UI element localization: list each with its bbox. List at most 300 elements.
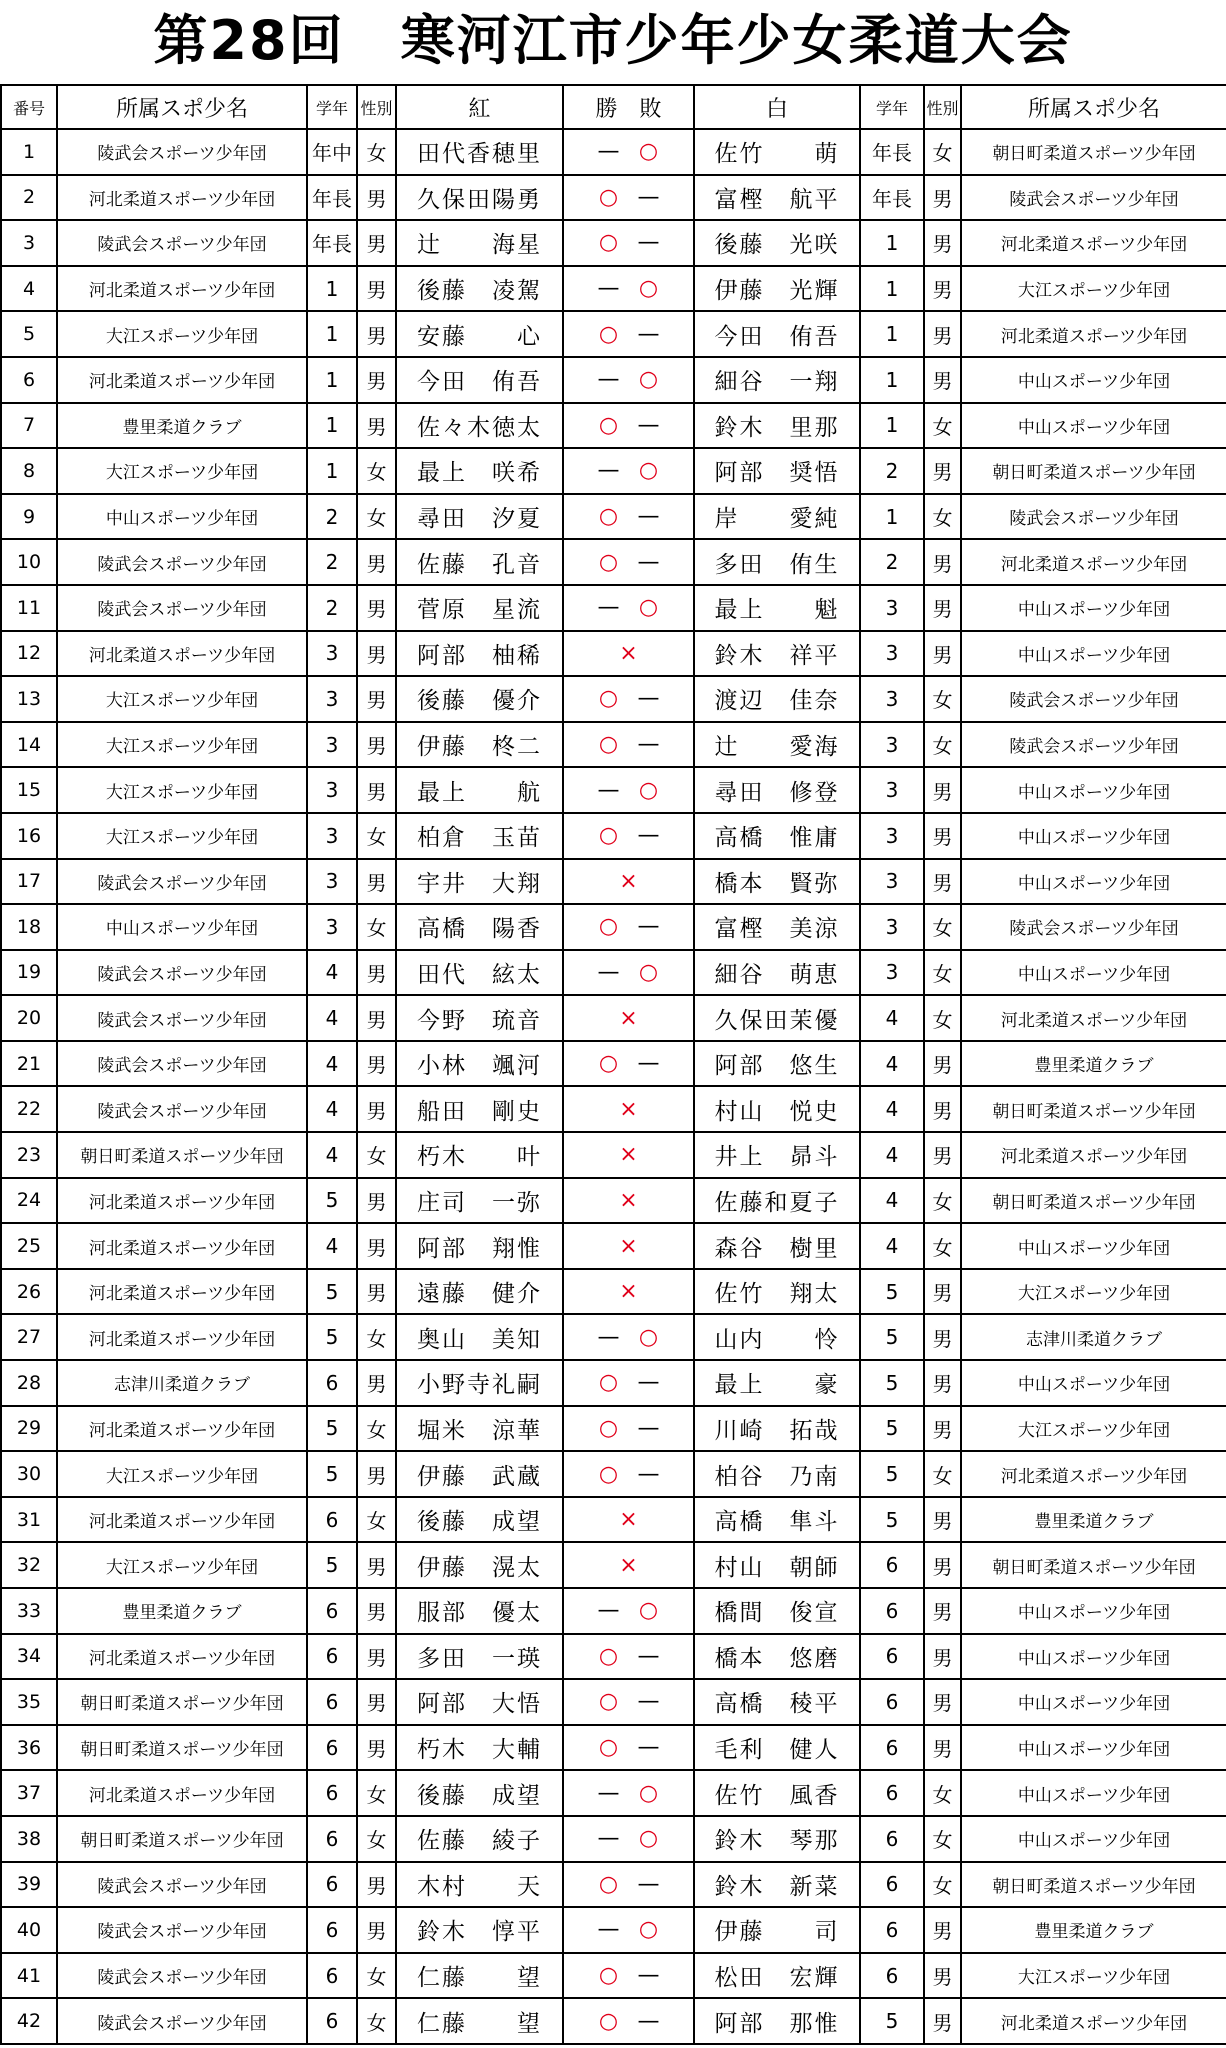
table-row (1, 1314, 1226, 1360)
grade-red: 1 (307, 357, 357, 403)
competitor-white: 佐竹 風香 (694, 1770, 860, 1816)
competitor-red: 遠藤 健介 (396, 1269, 563, 1315)
result-cell (563, 1406, 694, 1452)
competitor-white: 今田 侑吾 (694, 311, 860, 357)
sex-white: 男 (924, 448, 961, 494)
result-marks (564, 1553, 693, 1578)
table-row (1, 1634, 1226, 1680)
match-number: 33 (1, 1588, 57, 1634)
result-marks (564, 686, 693, 711)
competitor-white: 伊藤 司 (694, 1907, 860, 1953)
club-red: 大江スポーツ少年団 (57, 448, 307, 494)
grade-red: 3 (307, 767, 357, 813)
loss-mark-red: — (597, 1598, 620, 1624)
win-mark-white: ○ (638, 1826, 659, 1852)
club-red: 河北柔道スポーツ少年団 (57, 1634, 307, 1680)
competitor-white: 森谷 樹里 (694, 1223, 860, 1269)
grade-white: 3 (860, 767, 924, 813)
grade-red: 3 (307, 676, 357, 722)
table-row (1, 585, 1226, 631)
sex-white: 男 (924, 1679, 961, 1725)
competitor-red: 木村 天 (396, 1862, 563, 1908)
sex-red: 男 (357, 1862, 396, 1908)
club-red: 陵武会スポーツ少年団 (57, 129, 307, 175)
competitor-white: 細谷 萌恵 (694, 950, 860, 996)
grade-red: 1 (307, 448, 357, 494)
header-number: 番号 (1, 85, 57, 129)
result-marks (564, 1370, 693, 1395)
sex-red: 男 (357, 1086, 396, 1132)
club-white: 中山スポーツ少年団 (961, 631, 1226, 677)
club-red: 陵武会スポーツ少年団 (57, 1041, 307, 1087)
table-row (1, 1542, 1226, 1588)
win-mark-red: ○ (598, 1735, 619, 1761)
table-row (1, 1725, 1226, 1771)
sex-white: 男 (924, 357, 961, 403)
competitor-white: 多田 侑生 (694, 539, 860, 585)
result-cell (563, 722, 694, 768)
sex-white: 男 (924, 1360, 961, 1406)
loss-mark-white: — (637, 412, 660, 438)
result-marks (564, 1598, 693, 1623)
club-white: 中山スポーツ少年団 (961, 1816, 1226, 1862)
club-white: 大江スポーツ少年団 (961, 266, 1226, 312)
result-cell (563, 357, 694, 403)
draw-mark: × (619, 640, 638, 666)
grade-red: 4 (307, 1041, 357, 1087)
club-white: 河北柔道スポーツ少年団 (961, 311, 1226, 357)
win-mark-red: ○ (598, 1643, 619, 1669)
competitor-white: 辻 愛海 (694, 722, 860, 768)
competitor-red: 伊藤 武蔵 (396, 1451, 563, 1497)
win-mark-white: ○ (638, 1324, 659, 1350)
sex-red: 女 (357, 494, 396, 540)
table-row (1, 950, 1226, 996)
competitor-white: 高橋 稜平 (694, 1679, 860, 1725)
club-white: 大江スポーツ少年団 (961, 1953, 1226, 1999)
grade-red: 6 (307, 1634, 357, 1680)
club-white: 中山スポーツ少年団 (961, 1223, 1226, 1269)
grade-red: 3 (307, 904, 357, 950)
competitor-red: 柏倉 玉苗 (396, 813, 563, 859)
competitor-white: 村山 朝師 (694, 1542, 860, 1588)
competitor-white: 佐竹 萌 (694, 129, 860, 175)
club-white: 朝日町柔道スポーツ少年団 (961, 129, 1226, 175)
grade-white: 1 (860, 403, 924, 449)
result-cell (563, 266, 694, 312)
sex-white: 男 (924, 175, 961, 221)
club-red: 陵武会スポーツ少年団 (57, 585, 307, 631)
competitor-red: 後藤 成望 (396, 1497, 563, 1543)
result-marks (564, 823, 693, 848)
loss-mark-red: — (597, 276, 620, 302)
header-row (1, 85, 1226, 129)
result-marks (564, 1279, 693, 1304)
result-cell (563, 904, 694, 950)
club-white: 中山スポーツ少年団 (961, 1725, 1226, 1771)
table-row (1, 1041, 1226, 1087)
grade-red: 6 (307, 1770, 357, 1816)
result-cell (563, 494, 694, 540)
result-cell (563, 1862, 694, 1908)
loss-mark-white: — (637, 1370, 660, 1396)
header-white: 白 (694, 85, 860, 129)
result-marks (564, 1462, 693, 1487)
result-cell (563, 1451, 694, 1497)
sex-red: 男 (357, 585, 396, 631)
grade-red: 4 (307, 1132, 357, 1178)
result-cell (563, 859, 694, 905)
result-cell (563, 1725, 694, 1771)
competitor-white: 鈴木 祥平 (694, 631, 860, 677)
table-row (1, 676, 1226, 722)
grade-red: 3 (307, 722, 357, 768)
result-cell (563, 1907, 694, 1953)
table-row (1, 1497, 1226, 1543)
sex-red: 女 (357, 448, 396, 494)
sex-white: 男 (924, 266, 961, 312)
result-marks (564, 413, 693, 438)
competitor-white: 佐藤和夏子 (694, 1178, 860, 1224)
club-white: 河北柔道スポーツ少年団 (961, 1132, 1226, 1178)
result-cell (563, 1542, 694, 1588)
grade-red: 2 (307, 585, 357, 631)
result-cell (563, 676, 694, 722)
grade-white: 3 (860, 904, 924, 950)
grade-white: 5 (860, 1497, 924, 1543)
club-red: 陵武会スポーツ少年団 (57, 1998, 307, 2044)
competitor-white: 高橋 隼斗 (694, 1497, 860, 1543)
result-cell (563, 1223, 694, 1269)
header-club-red: 所属スポ少名 (57, 85, 307, 129)
club-white: 河北柔道スポーツ少年団 (961, 1998, 1226, 2044)
grade-red: 3 (307, 813, 357, 859)
sex-white: 女 (924, 950, 961, 996)
sex-red: 女 (357, 1406, 396, 1452)
result-cell (563, 129, 694, 175)
competitor-red: 今野 琉音 (396, 995, 563, 1041)
club-white: 豊里柔道クラブ (961, 1497, 1226, 1543)
result-marks (564, 2009, 693, 2034)
loss-mark-red: — (597, 1826, 620, 1852)
match-number: 24 (1, 1178, 57, 1224)
page-title: 第28回 寒河江市少年少女柔道大会 (153, 9, 1073, 72)
sex-red: 男 (357, 1634, 396, 1680)
loss-mark-white: — (637, 321, 660, 347)
table-row (1, 403, 1226, 449)
grade-red: 1 (307, 311, 357, 357)
sex-red: 男 (357, 1588, 396, 1634)
sex-white: 女 (924, 1770, 961, 1816)
competitor-white: 富樫 航平 (694, 175, 860, 221)
competitor-red: 船田 剛史 (396, 1086, 563, 1132)
competitor-red: 小野寺礼嗣 (396, 1360, 563, 1406)
club-red: 陵武会スポーツ少年団 (57, 1086, 307, 1132)
competitor-white: 橋本 賢弥 (694, 859, 860, 905)
draw-mark: × (619, 1552, 638, 1578)
result-cell (563, 1953, 694, 1999)
result-cell (563, 1770, 694, 1816)
competitor-red: 服部 優太 (396, 1588, 563, 1634)
grade-red: 3 (307, 859, 357, 905)
loss-mark-white: — (637, 686, 660, 712)
competitor-red: 仁藤 望 (396, 1998, 563, 2044)
sex-red: 男 (357, 1269, 396, 1315)
sex-white: 男 (924, 767, 961, 813)
loss-mark-white: — (637, 1689, 660, 1715)
draw-mark: × (619, 1187, 638, 1213)
sex-red: 女 (357, 1770, 396, 1816)
sex-red: 男 (357, 1542, 396, 1588)
draw-mark: × (619, 1233, 638, 1259)
club-white: 河北柔道スポーツ少年団 (961, 539, 1226, 585)
win-mark-red: ○ (598, 686, 619, 712)
sex-red: 女 (357, 1132, 396, 1178)
loss-mark-red: — (597, 777, 620, 803)
draw-mark: × (619, 1279, 638, 1305)
table-row (1, 220, 1226, 266)
match-number: 35 (1, 1679, 57, 1725)
competitor-white: 伊藤 光輝 (694, 266, 860, 312)
grade-red: 4 (307, 995, 357, 1041)
table-row (1, 1132, 1226, 1178)
competitor-white: 渡辺 佳奈 (694, 676, 860, 722)
result-marks (564, 1644, 693, 1669)
match-number: 17 (1, 859, 57, 905)
header-sex-white: 性別 (924, 85, 961, 129)
sex-red: 女 (357, 813, 396, 859)
club-white: 朝日町柔道スポーツ少年団 (961, 1178, 1226, 1224)
table-row (1, 448, 1226, 494)
result-marks (564, 230, 693, 255)
club-red: 大江スポーツ少年団 (57, 1542, 307, 1588)
match-number: 42 (1, 1998, 57, 2044)
club-white: 中山スポーツ少年団 (961, 950, 1226, 996)
sex-white: 女 (924, 676, 961, 722)
club-white: 陵武会スポーツ少年団 (961, 722, 1226, 768)
match-number: 4 (1, 266, 57, 312)
club-white: 中山スポーツ少年団 (961, 1360, 1226, 1406)
match-number: 6 (1, 357, 57, 403)
result-cell (563, 1816, 694, 1862)
competitor-red: 仁藤 望 (396, 1953, 563, 1999)
win-mark-red: ○ (598, 230, 619, 256)
sex-red: 男 (357, 950, 396, 996)
club-white: 朝日町柔道スポーツ少年団 (961, 448, 1226, 494)
grade-white: 3 (860, 676, 924, 722)
club-red: 大江スポーツ少年団 (57, 813, 307, 859)
result-cell (563, 1178, 694, 1224)
grade-white: 6 (860, 1725, 924, 1771)
club-red: 陵武会スポーツ少年団 (57, 1907, 307, 1953)
loss-mark-white: — (637, 230, 660, 256)
sex-white: 男 (924, 1953, 961, 1999)
match-number: 40 (1, 1907, 57, 1953)
result-marks (564, 1051, 693, 1076)
sex-white: 女 (924, 494, 961, 540)
grade-white: 5 (860, 1451, 924, 1497)
win-mark-red: ○ (598, 1051, 619, 1077)
header-grade-red: 学年 (307, 85, 357, 129)
match-number: 22 (1, 1086, 57, 1132)
sex-red: 男 (357, 403, 396, 449)
result-cell (563, 403, 694, 449)
competitor-red: 安藤 心 (396, 311, 563, 357)
competitor-white: 細谷 一翔 (694, 357, 860, 403)
competitor-white: 最上 豪 (694, 1360, 860, 1406)
club-red: 陵武会スポーツ少年団 (57, 220, 307, 266)
grade-white: 4 (860, 1041, 924, 1087)
table-row (1, 175, 1226, 221)
header-result: 勝 敗 (563, 85, 694, 129)
loss-mark-red: — (597, 458, 620, 484)
grade-red: 6 (307, 1953, 357, 1999)
draw-mark: × (619, 1142, 638, 1168)
grade-red: 年中 (307, 129, 357, 175)
competitor-red: 佐藤 綾子 (396, 1816, 563, 1862)
competitor-red: 田代 絃太 (396, 950, 563, 996)
club-white: 河北柔道スポーツ少年団 (961, 1451, 1226, 1497)
table-row (1, 1998, 1226, 2044)
win-mark-white: ○ (638, 276, 659, 302)
win-mark-red: ○ (598, 823, 619, 849)
sex-red: 女 (357, 1314, 396, 1360)
loss-mark-white: — (637, 184, 660, 210)
club-red: 志津川柔道クラブ (57, 1360, 307, 1406)
club-red: 河北柔道スポーツ少年団 (57, 1770, 307, 1816)
grade-white: 3 (860, 813, 924, 859)
match-number: 38 (1, 1816, 57, 1862)
result-marks (564, 185, 693, 210)
club-red: 中山スポーツ少年団 (57, 904, 307, 950)
grade-white: 6 (860, 1862, 924, 1908)
grade-white: 4 (860, 1086, 924, 1132)
grade-white: 5 (860, 1998, 924, 2044)
club-red: 豊里柔道クラブ (57, 403, 307, 449)
competitor-white: 井上 昴斗 (694, 1132, 860, 1178)
sex-white: 女 (924, 129, 961, 175)
grade-red: 1 (307, 403, 357, 449)
grade-red: 5 (307, 1314, 357, 1360)
result-marks (564, 960, 693, 985)
result-marks (564, 1735, 693, 1760)
result-marks (564, 1416, 693, 1441)
competitor-white: 山内 怜 (694, 1314, 860, 1360)
competitor-white: 橋本 悠磨 (694, 1634, 860, 1680)
match-number: 20 (1, 995, 57, 1041)
sex-white: 男 (924, 1086, 961, 1132)
grade-white: 6 (860, 1816, 924, 1862)
grade-white: 1 (860, 311, 924, 357)
sex-red: 男 (357, 175, 396, 221)
result-marks (564, 1097, 693, 1122)
competitor-red: 小林 颯河 (396, 1041, 563, 1087)
club-red: 陵武会スポーツ少年団 (57, 995, 307, 1041)
sex-white: 男 (924, 1314, 961, 1360)
grade-white: 4 (860, 1178, 924, 1224)
sex-white: 女 (924, 1223, 961, 1269)
club-white: 朝日町柔道スポーツ少年団 (961, 1542, 1226, 1588)
grade-white: 3 (860, 950, 924, 996)
table-row (1, 494, 1226, 540)
grade-white: 年長 (860, 175, 924, 221)
sex-red: 男 (357, 311, 396, 357)
competitor-red: 庄司 一弥 (396, 1178, 563, 1224)
competitor-red: 久保田陽勇 (396, 175, 563, 221)
competitor-red: 宇井 大翔 (396, 859, 563, 905)
match-number: 26 (1, 1269, 57, 1315)
grade-white: 1 (860, 357, 924, 403)
club-white: 中山スポーツ少年団 (961, 1679, 1226, 1725)
competitor-red: 鈴木 惇平 (396, 1907, 563, 1953)
win-mark-red: ○ (598, 914, 619, 940)
match-number: 31 (1, 1497, 57, 1543)
competitor-red: 佐々木徳太 (396, 403, 563, 449)
sex-red: 男 (357, 631, 396, 677)
win-mark-white: ○ (638, 139, 659, 165)
competitor-red: 最上 咲希 (396, 448, 563, 494)
grade-red: 3 (307, 631, 357, 677)
header-red: 紅 (396, 85, 563, 129)
grade-red: 6 (307, 1360, 357, 1406)
table-row (1, 1223, 1226, 1269)
match-number: 9 (1, 494, 57, 540)
result-cell (563, 1041, 694, 1087)
result-marks (564, 322, 693, 347)
header-sex-red: 性別 (357, 85, 396, 129)
sex-white: 男 (924, 1041, 961, 1087)
match-number: 36 (1, 1725, 57, 1771)
competitor-white: 毛利 健人 (694, 1725, 860, 1771)
sex-white: 女 (924, 1862, 961, 1908)
sex-white: 男 (924, 1588, 961, 1634)
grade-red: 6 (307, 1679, 357, 1725)
sex-white: 女 (924, 722, 961, 768)
match-number: 1 (1, 129, 57, 175)
sex-red: 男 (357, 220, 396, 266)
grade-red: 6 (307, 1862, 357, 1908)
grade-white: 6 (860, 1542, 924, 1588)
competitor-white: 鈴木 里那 (694, 403, 860, 449)
table-row (1, 1679, 1226, 1725)
sex-white: 男 (924, 220, 961, 266)
win-mark-white: ○ (638, 595, 659, 621)
club-white: 陵武会スポーツ少年団 (961, 175, 1226, 221)
competitor-red: 最上 航 (396, 767, 563, 813)
win-mark-white: ○ (638, 458, 659, 484)
result-marks (564, 367, 693, 392)
sex-red: 女 (357, 1497, 396, 1543)
competitor-red: 阿部 柚稀 (396, 631, 563, 677)
table-row (1, 1086, 1226, 1132)
sex-white: 男 (924, 1497, 961, 1543)
competitor-white: 富樫 美涼 (694, 904, 860, 950)
club-red: 大江スポーツ少年団 (57, 1451, 307, 1497)
club-white: 中山スポーツ少年団 (961, 1634, 1226, 1680)
grade-white: 4 (860, 1223, 924, 1269)
club-white: 中山スポーツ少年団 (961, 813, 1226, 859)
grade-white: 2 (860, 539, 924, 585)
sex-red: 男 (357, 1451, 396, 1497)
club-red: 大江スポーツ少年団 (57, 311, 307, 357)
grade-white: 6 (860, 1588, 924, 1634)
competitor-white: 鈴木 琴那 (694, 1816, 860, 1862)
draw-mark: × (619, 1096, 638, 1122)
loss-mark-white: — (637, 732, 660, 758)
competitor-red: 菅原 星流 (396, 585, 563, 631)
grade-white: 1 (860, 220, 924, 266)
grade-white: 6 (860, 1770, 924, 1816)
